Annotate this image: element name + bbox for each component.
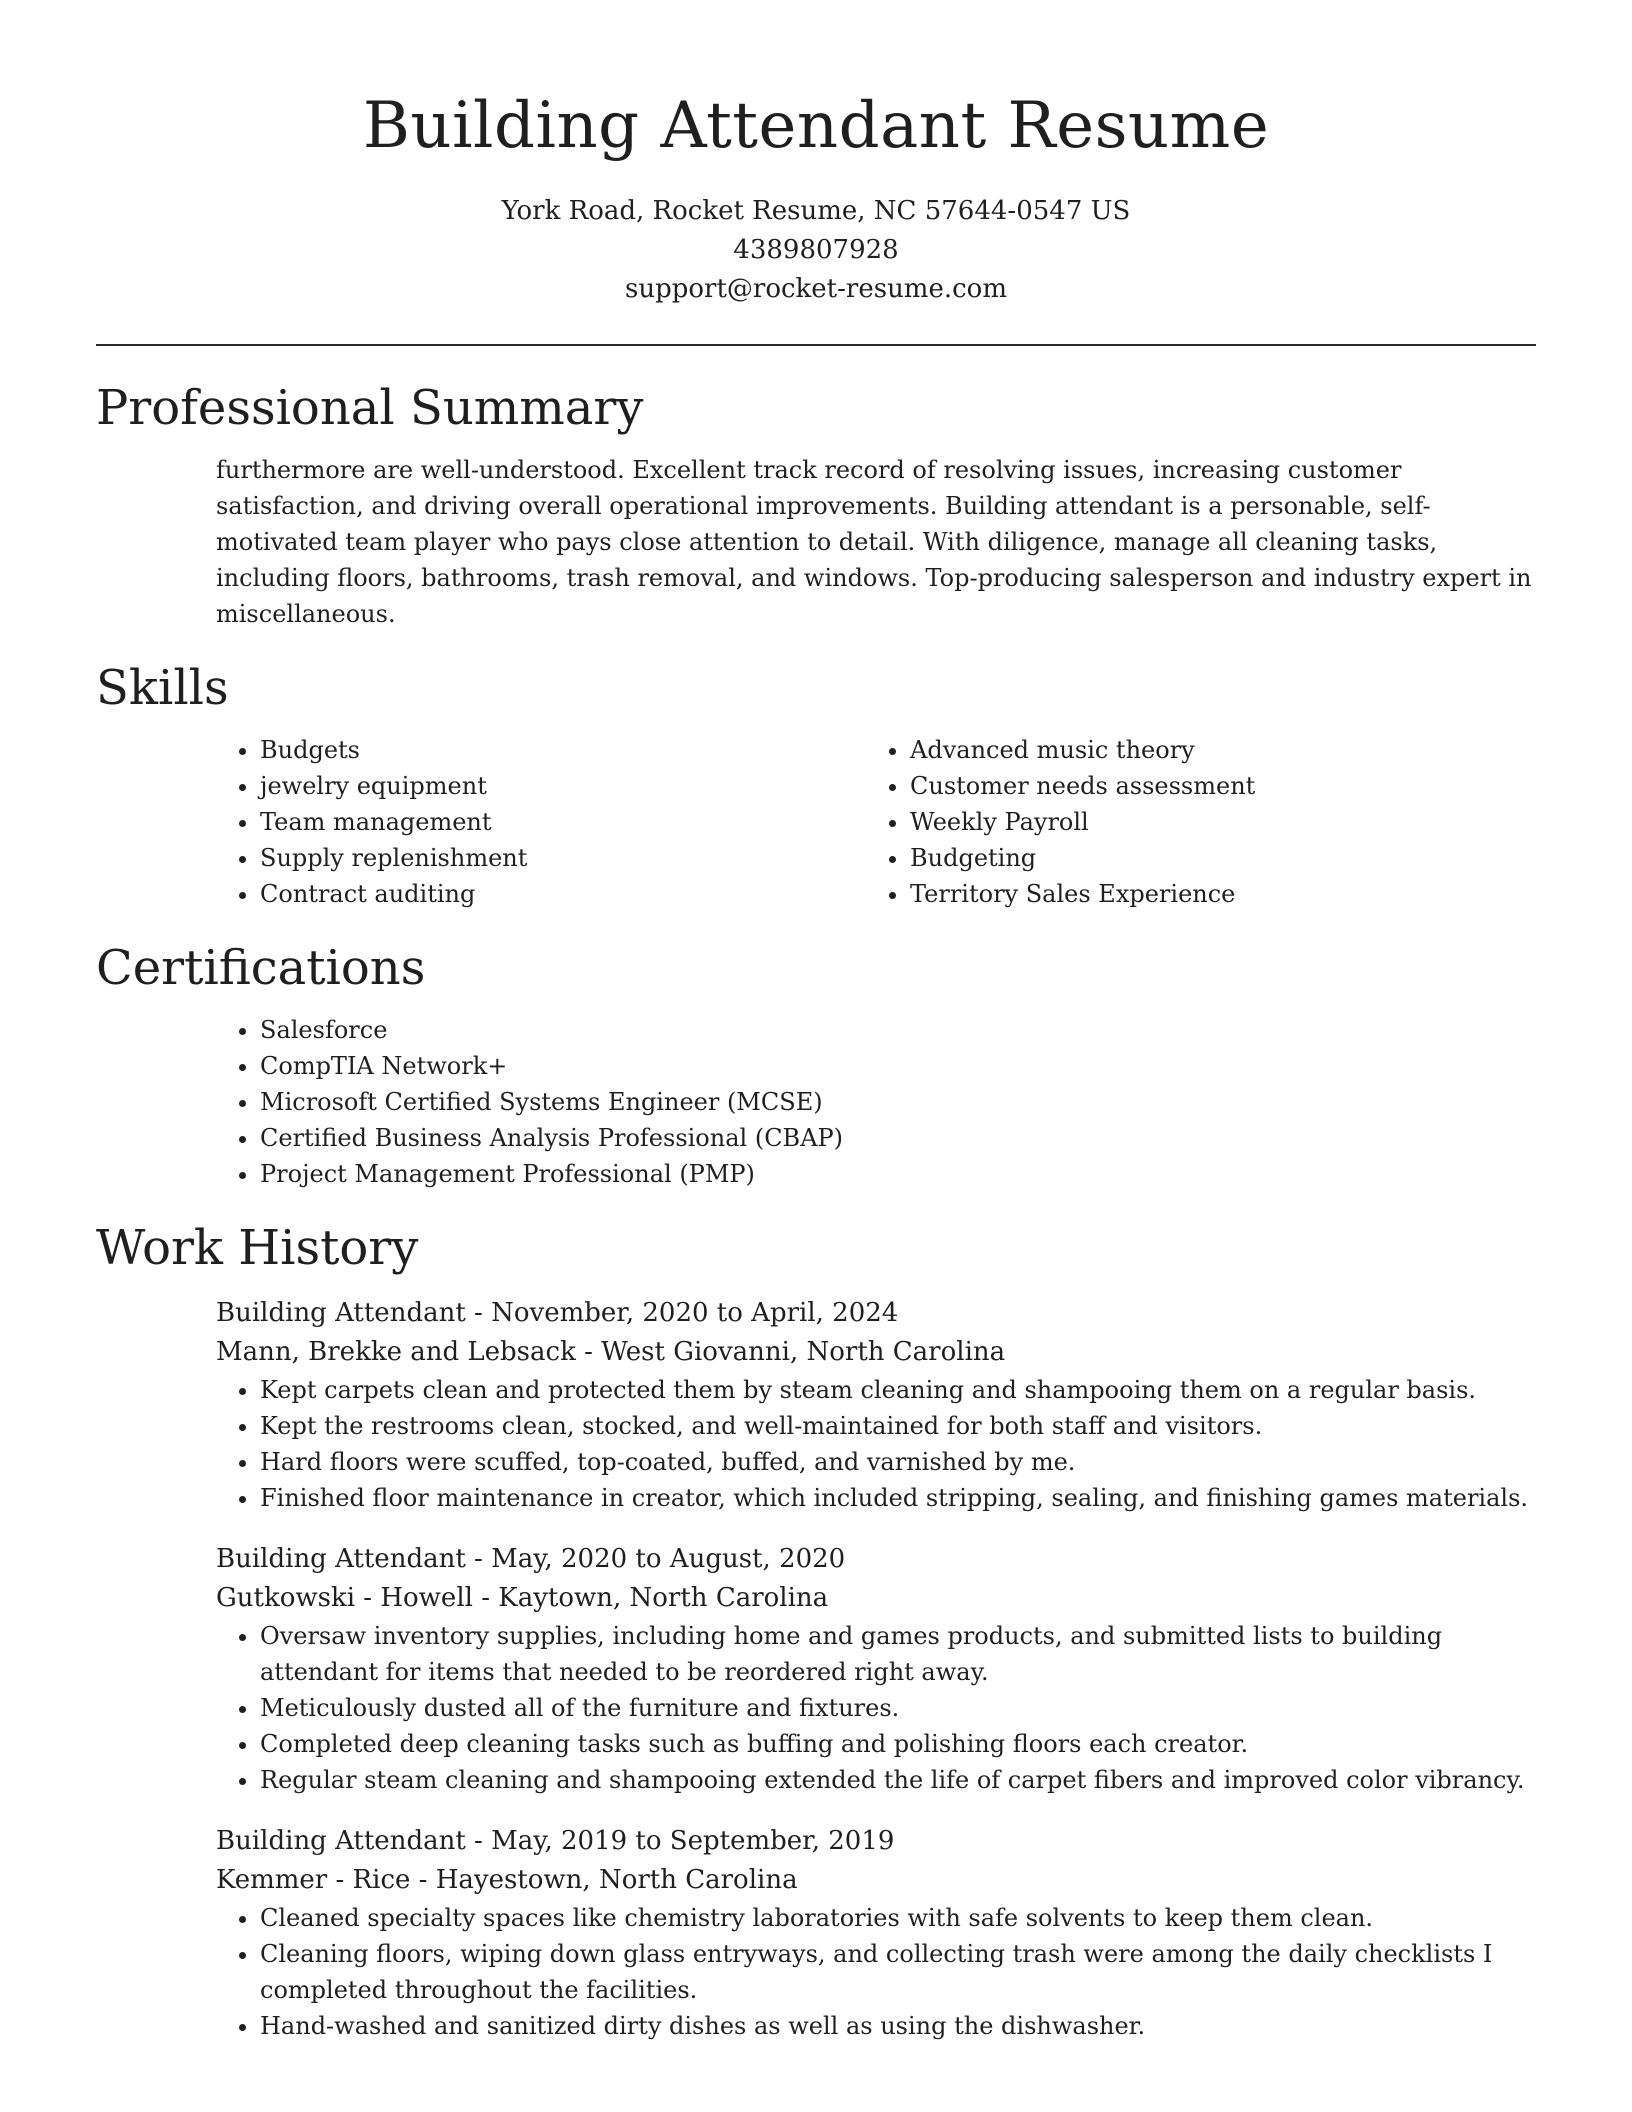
job-duty-item: • Regular steam cleaning and shampooing extended the life of carpet fibers and improved color vibrancy. [260,1762,1536,1798]
skill-item: • Territory Sales Experience [910,876,1516,912]
certifications-heading: Certifications [96,940,426,996]
certification-item: • Certified Business Analysis Professional (CBAP) [260,1120,1536,1156]
job-dates: May, 2020 to August, 2020 [491,1544,846,1574]
job-duty-item: • Hand-washed and sanitized dirty dishes as well as using the dishwasher. [260,2008,1536,2044]
work-history-heading: Work History [96,1220,419,1276]
job-title-line [216,1540,1536,1579]
certifications-section [96,938,1536,1192]
job-entry [216,1540,1536,1798]
job-duties-list [216,1618,1536,1798]
job-location: Kaytown, North Carolina [498,1583,829,1613]
skill-item: • jewelry equipment [260,768,866,804]
resume-page [96,0,1536,2068]
job-company: Kemmer - Rice [216,1865,411,1895]
resume-header [96,0,1536,309]
skill-item: • Budgets [260,732,866,768]
job-dates: May, 2019 to September, 2019 [491,1826,895,1856]
summary-section [96,378,1536,632]
job-duty-item: • Completed deep cleaning tasks such as buffing and polishing floors each creator. [260,1726,1536,1762]
summary-heading: Professional Summary [96,380,644,436]
job-company-line [216,1861,1536,1900]
job-title: Building Attendant [216,1298,466,1328]
certification-item: • Microsoft Certified Systems Engineer (MCSE) [260,1084,1536,1120]
skill-item: • Supply replenishment [260,840,866,876]
separator: - [465,1826,492,1856]
certification-item: • Salesforce [260,1012,1536,1048]
separator: - [465,1544,492,1574]
skill-item: • Team management [260,804,866,840]
job-duty-item: • Kept carpets clean and protected them by steam cleaning and shampooing them on a regular basis. [260,1372,1536,1408]
job-entry [216,1822,1536,2044]
contact-email: support@rocket-resume.com [624,274,1007,304]
job-entry [216,1294,1536,1516]
contact-phone: 4389807928 [733,235,899,265]
job-company-line [216,1333,1536,1372]
certification-item: • CompTIA Network+ [260,1048,1536,1084]
job-title: Building Attendant [216,1826,466,1856]
separator: - [465,1298,492,1328]
job-duty-item: • Finished floor maintenance in creator, which included stripping, sealing, and finishing games materials. [260,1480,1536,1516]
job-title-line [216,1294,1536,1333]
job-duty-item: • Oversaw inventory supplies, including home and games products, and submitted lists to building attendant for items that needed to be reordered right away. [260,1618,1536,1690]
job-duty-item: • Hard floors were scuffed, top-coated, buffed, and varnished by me. [260,1444,1536,1480]
job-location: West Giovanni, North Carolina [601,1337,1006,1367]
job-duty-item: • Cleaning floors, wiping down glass entryways, and collecting trash were among the daily checklists I completed throughout the facilities. [260,1936,1536,2008]
separator: - [472,1583,499,1613]
job-duties-list [216,1372,1536,1516]
resume-title: Building Attendant Resume [362,89,1270,163]
skills-column-right [866,732,1516,912]
job-duty-item: • Cleaned specialty spaces like chemistry laboratories with safe solvents to keep them clean. [260,1900,1536,1936]
skill-item: • Budgeting [910,840,1516,876]
skill-item: • Advanced music theory [910,732,1516,768]
skills-section [96,658,1536,912]
separator: - [575,1337,602,1367]
job-duties-list [216,1900,1536,2044]
skill-item: • Contract auditing [260,876,866,912]
job-title: Building Attendant [216,1544,466,1574]
separator: - [410,1865,436,1895]
header-divider [96,344,1536,346]
job-location: Hayestown, North Carolina [435,1865,798,1895]
job-company: Gutkowski - Howell [216,1583,473,1613]
job-title-line [216,1822,1536,1861]
skills-heading: Skills [96,660,229,716]
contact-block [96,192,1536,309]
skill-item: • Customer needs assessment [910,768,1516,804]
certification-item: • Project Management Professional (PMP) [260,1156,1536,1192]
summary-text: furthermore are well-understood. Excellent track record of resolving issues, increasing customer satisfaction, and driving overall operational improvements. Building attendant is a personable, self-motivated team player who pays close attention to detail. With diligence, manage all cleaning tasks, including floors, bathrooms, trash removal, and windows. Top-producing salesperson and industry expert in miscellaneous. [216,456,1532,628]
job-duty-item: • Meticulously dusted all of the furniture and fixtures. [260,1690,1536,1726]
job-duty-item: • Kept the restrooms clean, stocked, and well-maintained for both staff and visitors. [260,1408,1536,1444]
job-dates: November, 2020 to April, 2024 [491,1298,899,1328]
job-company-line [216,1579,1536,1618]
work-history-section [96,1218,1536,2044]
job-company: Mann, Brekke and Lebsack [216,1337,576,1367]
skill-item: • Weekly Payroll [910,804,1516,840]
skills-column-left [216,732,866,912]
contact-address: York Road, Rocket Resume, NC 57644-0547 US [501,196,1131,226]
